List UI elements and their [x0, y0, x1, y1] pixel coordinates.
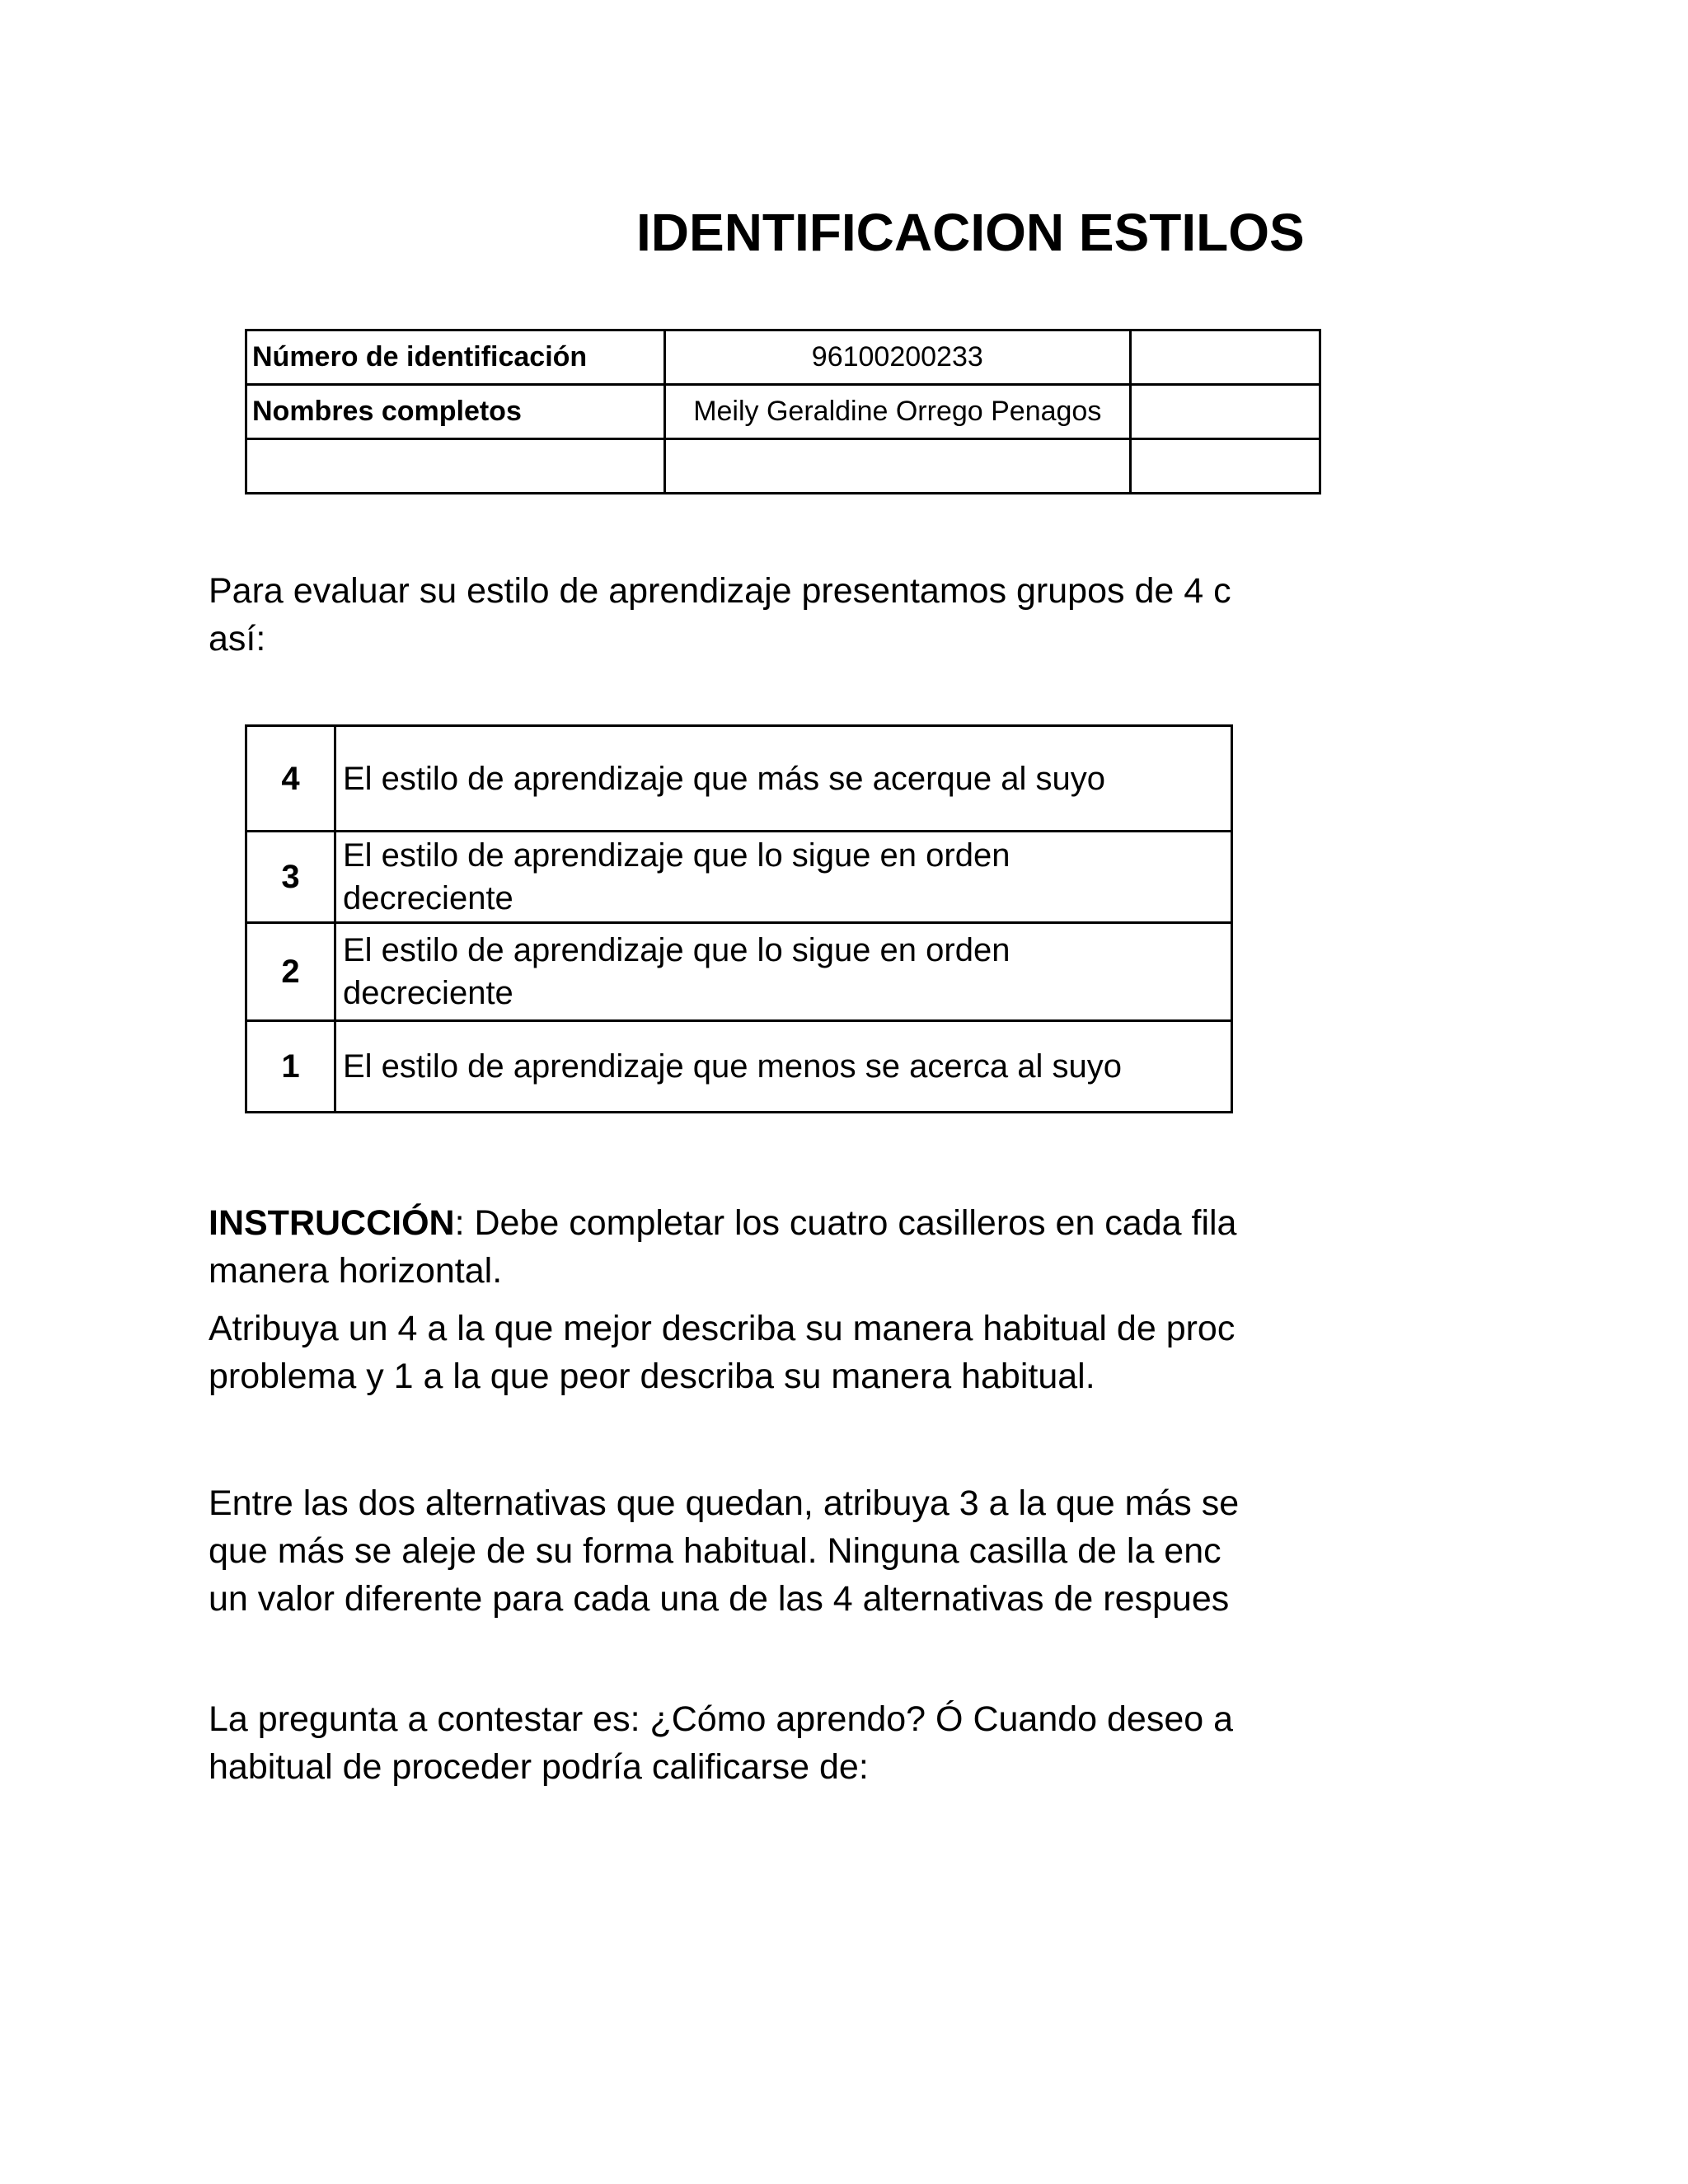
table-row: [246, 385, 1320, 439]
table-row: [246, 726, 1232, 832]
empty-label-cell: [246, 439, 665, 494]
attribution-paragraph: [209, 1305, 1235, 1400]
full-name-label: Nombres completos: [246, 385, 665, 439]
alternatives-line: un valor diferente para cada una de las 4 alternativas de respues: [209, 1579, 1230, 1619]
intro-line: Para evaluar su estilo de aprendizaje presentamos grupos de 4 c: [209, 571, 1231, 611]
scale-description: El estilo de aprendizaje que más se acerque al suyo: [335, 726, 1232, 832]
question-line: La pregunta a contestar es: ¿Cómo aprendo? Ó Cuando deseo a: [209, 1699, 1234, 1739]
scale-number: 1: [246, 1021, 335, 1113]
scale-table: [245, 724, 1233, 1113]
scale-description-line: El estilo de aprendizaje que lo sigue en orden: [343, 932, 1010, 968]
alternatives-line: que más se aleje de su forma habitual. Ninguna casilla de la enc: [209, 1531, 1221, 1571]
instruction-line: [209, 1199, 1236, 1247]
table-cell: [1130, 385, 1320, 439]
scale-number: 2: [246, 923, 335, 1021]
instruction-line: manera horizontal.: [209, 1251, 503, 1291]
id-number-label: Número de identificación: [246, 330, 665, 385]
scale-description: El estilo de aprendizaje que menos se acerca al suyo: [335, 1021, 1232, 1113]
instruction-text: : Debe completar los cuatro casilleros en cada fila: [454, 1203, 1237, 1243]
scale-description-line: El estilo de aprendizaje que lo sigue en orden: [343, 837, 1010, 874]
table-row: [246, 923, 1232, 1021]
identification-table: [245, 329, 1321, 494]
page-title: IDENTIFICACION ESTILOS: [636, 203, 1305, 262]
instruction-label: INSTRUCCIÓN: [209, 1203, 455, 1243]
instruction-paragraph: [209, 1199, 1236, 1295]
scale-number: 3: [246, 832, 335, 923]
attribution-line: problema y 1 a la que peor describa su manera habitual.: [209, 1357, 1095, 1396]
intro-paragraph: [209, 567, 1231, 663]
question-line: habitual de proceder podría calificarse de:: [209, 1747, 869, 1787]
full-name-value[interactable]: Meily Geraldine Orrego Penagos: [664, 385, 1130, 439]
id-number-value[interactable]: 96100200233: [664, 330, 1130, 385]
attribution-line: Atribuya un 4 a la que mejor describa su manera habitual de proc: [209, 1309, 1236, 1348]
question-paragraph: [209, 1695, 1233, 1791]
alternatives-paragraph: [209, 1479, 1239, 1623]
table-row: [246, 1021, 1232, 1113]
table-row: [246, 832, 1232, 923]
intro-line: así:: [209, 619, 266, 658]
table-cell: [1130, 330, 1320, 385]
scale-description: [335, 832, 1232, 923]
empty-value-cell[interactable]: [664, 439, 1130, 494]
scale-description-line: decreciente: [343, 880, 513, 916]
scale-description-line: decreciente: [343, 975, 513, 1011]
table-cell: [1130, 439, 1320, 494]
table-row: [246, 330, 1320, 385]
table-row: [246, 439, 1320, 494]
scale-description: [335, 923, 1232, 1021]
alternatives-line: Entre las dos alternativas que quedan, atribuya 3 a la que más se: [209, 1483, 1240, 1523]
scale-number: 4: [246, 726, 335, 832]
